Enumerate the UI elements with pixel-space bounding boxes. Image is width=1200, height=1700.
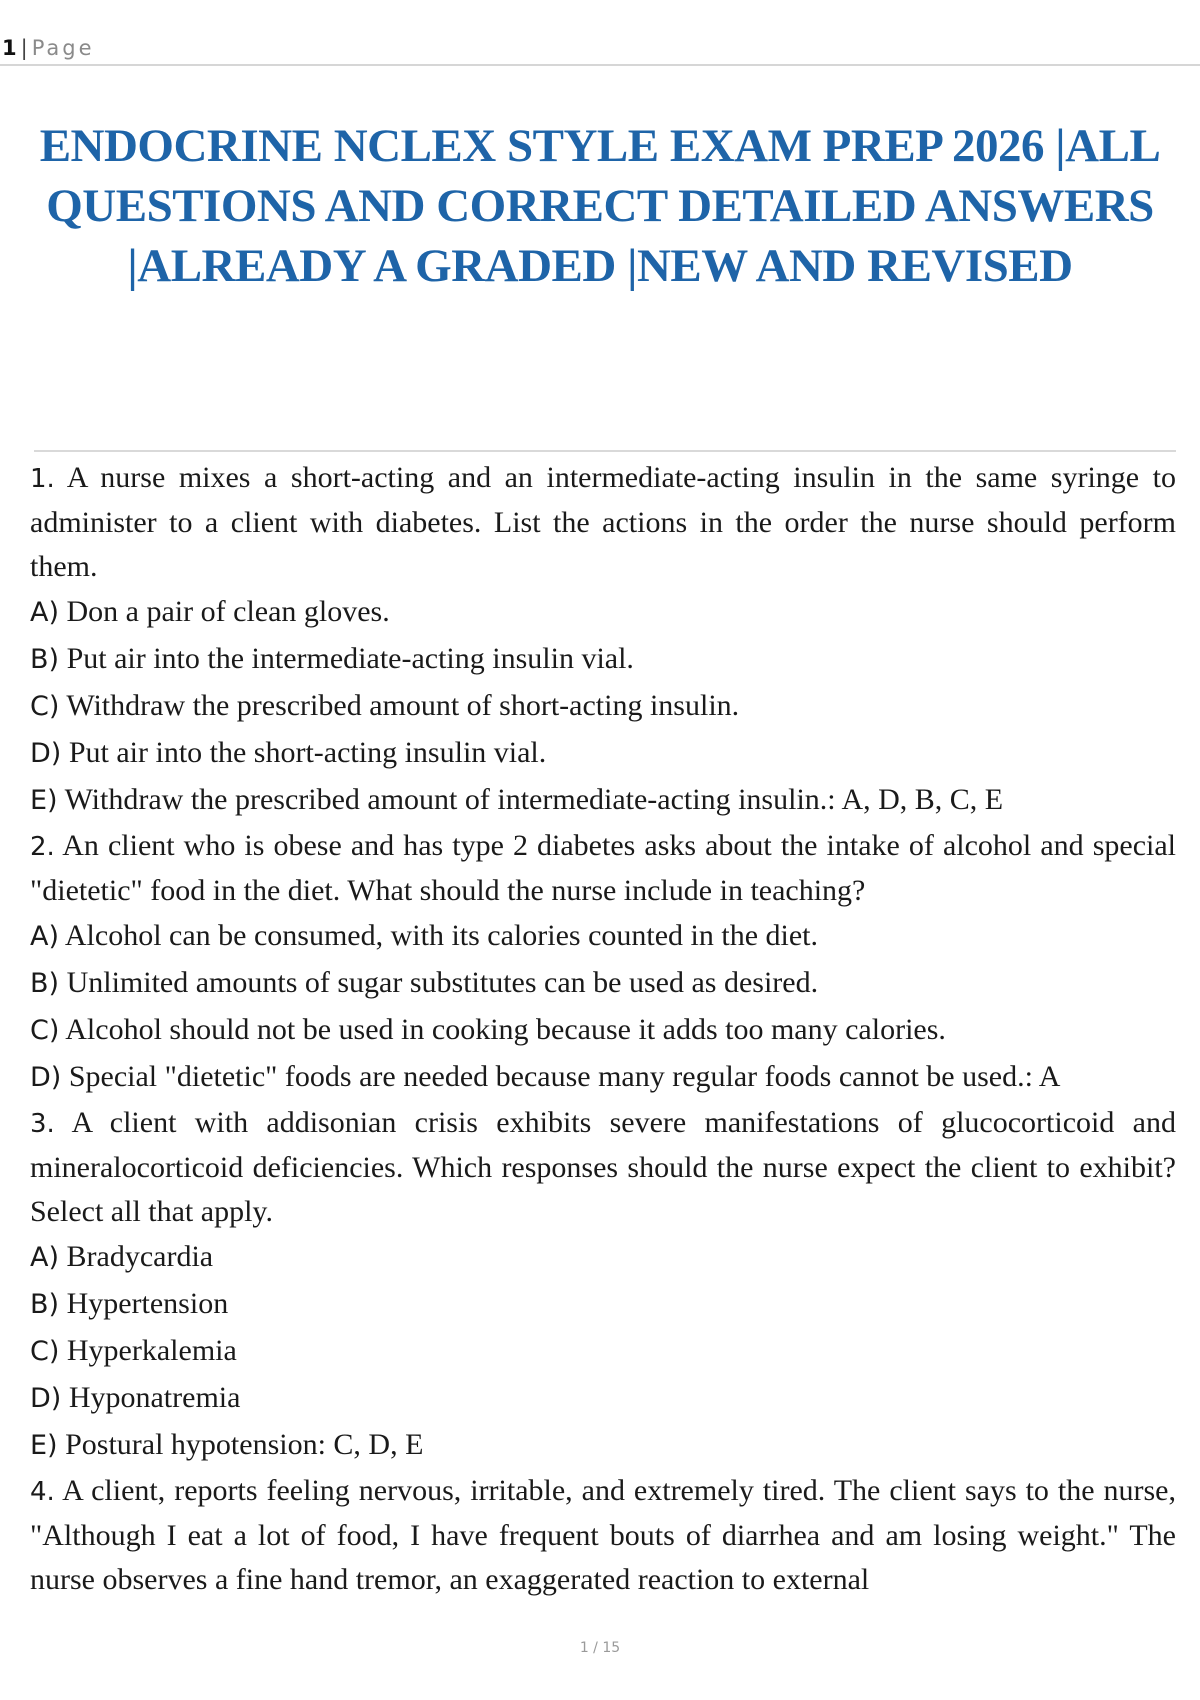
option-letter: C) — [30, 1015, 60, 1046]
question-1 — [30, 456, 1176, 824]
page-word: Page — [31, 36, 95, 60]
question-text: An client who is obese and has type 2 diabetes asks about the intake of alcohol and special "dietetic" food in the diet. What should the nurse include in teaching? — [30, 829, 1176, 907]
option-text: Hyponatremia — [68, 1381, 241, 1414]
option-text: Don a pair of clean gloves. — [66, 595, 390, 628]
answer-option — [30, 1422, 1176, 1469]
question-stem — [30, 824, 1176, 913]
question-number: 4. — [30, 1477, 55, 1507]
option-text: Put air into the intermediate-acting insulin vial. — [66, 642, 634, 675]
option-text: Put air into the short-acting insulin vial. — [68, 736, 547, 769]
document-title: ENDOCRINE NCLEX STYLE EXAM PREP 2026 |ALL QUESTIONS AND CORRECT DETAILED ANSWERS |ALREADY A GRADED |NEW AND REVISED — [39, 120, 1161, 292]
answer-option — [30, 1234, 1176, 1281]
answer-option — [30, 1328, 1176, 1375]
question-number: 2. — [30, 832, 55, 862]
question-3 — [30, 1101, 1176, 1469]
question-stem — [30, 1469, 1176, 1602]
option-text: Alcohol should not be used in cooking because it adds too many calories. — [65, 1013, 946, 1046]
answer-option — [30, 730, 1176, 777]
option-letter: D) — [30, 1383, 62, 1414]
answer-option — [30, 1007, 1176, 1054]
page-separator: | — [20, 36, 28, 60]
option-text: Withdraw the prescribed amount of intermediate-acting insulin.: A, D, B, C, E — [64, 783, 1004, 816]
option-letter: B) — [30, 968, 60, 999]
page-label — [2, 36, 95, 60]
answer-option — [30, 1281, 1176, 1328]
page-number: 1 — [2, 36, 17, 60]
question-number: 1. — [30, 464, 55, 494]
option-letter: B) — [30, 644, 60, 675]
option-letter: A) — [30, 1242, 60, 1273]
option-letter: C) — [30, 691, 60, 722]
option-text: Bradycardia — [66, 1240, 214, 1273]
option-text: Hypertension — [66, 1287, 229, 1320]
answer-option — [30, 636, 1176, 683]
page-header — [0, 34, 1200, 66]
option-text: Withdraw the prescribed amount of short-acting insulin. — [66, 689, 740, 722]
answer-option — [30, 777, 1176, 824]
option-letter: C) — [30, 1336, 60, 1367]
option-letter: D) — [30, 1062, 62, 1093]
option-letter: A) — [30, 597, 60, 628]
question-text: A nurse mixes a short-acting and an intermediate-acting insulin in the same syringe to administer to a client with diabetes. List the actions in the order the nurse should perform them. — [30, 461, 1176, 583]
option-text: Special "dietetic" foods are needed because many regular foods cannot be used.: A — [68, 1060, 1061, 1093]
question-text: A client with addisonian crisis exhibits severe manifestations of glucocorticoid and mineralocorticoid deficiencies. Which responses should the nurse expect the client to exhibit? Select all that apply. — [30, 1106, 1176, 1228]
content-divider — [34, 450, 1176, 452]
question-4 — [30, 1469, 1176, 1602]
answer-option — [30, 1375, 1176, 1422]
option-text: Alcohol can be consumed, with its calories counted in the diet. — [64, 919, 819, 952]
question-text: A client, reports feeling nervous, irritable, and extremely tired. The client says to the nurse, "Although I eat a lot of food, I have frequent bouts of diarrhea and am losing weight." The nurse observes a fine hand tremor, an exaggerated reaction to external — [30, 1474, 1176, 1596]
question-number: 3. — [30, 1109, 55, 1139]
answer-option — [30, 1054, 1176, 1101]
option-letter: D) — [30, 738, 62, 769]
question-list — [30, 456, 1176, 1602]
answer-option — [30, 960, 1176, 1007]
answer-option — [30, 913, 1176, 960]
option-text: Unlimited amounts of sugar substitutes can be used as desired. — [66, 966, 819, 999]
option-letter: E) — [30, 1430, 58, 1461]
option-letter: A) — [30, 921, 60, 952]
option-letter: E) — [30, 785, 58, 816]
page-indicator: 1 / 15 — [579, 1640, 621, 1656]
answer-option — [30, 683, 1176, 730]
question-stem — [30, 456, 1176, 589]
question-2 — [30, 824, 1176, 1101]
option-letter: B) — [30, 1289, 60, 1320]
question-stem — [30, 1101, 1176, 1234]
option-text: Postural hypotension: C, D, E — [65, 1428, 424, 1461]
option-text: Hyperkalemia — [66, 1334, 237, 1367]
answer-option — [30, 589, 1176, 636]
